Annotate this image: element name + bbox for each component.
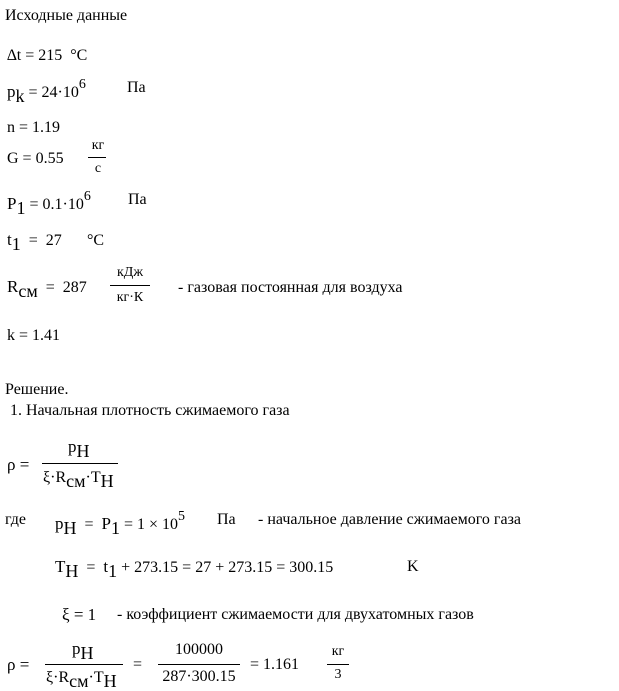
rho-calc-fraction-line bbox=[45, 664, 123, 665]
given-t1: t1 = 27 bbox=[7, 230, 62, 254]
given-k: k = 1.41 bbox=[7, 327, 61, 344]
where-label: где bbox=[5, 511, 27, 528]
given-p1-unit: Па bbox=[128, 191, 147, 208]
rho-calc-numerator: pH bbox=[72, 639, 94, 663]
given-g-fraction-line bbox=[88, 157, 106, 158]
given-g-unit-num: кг bbox=[91, 138, 105, 153]
given-rcm-comment: - газовая постоянная для воздуха bbox=[178, 279, 403, 296]
given-pk: pk = 24·106 bbox=[7, 77, 86, 106]
ph-comment: - начальное давление сжимаемого газа bbox=[258, 511, 521, 528]
rho-calc-unit-den: 3 bbox=[334, 667, 342, 682]
rho-calc-den2: 287·300.15 bbox=[162, 668, 236, 685]
given-pk-unit: Па bbox=[127, 79, 146, 96]
given-rcm-unit-num: кДж bbox=[116, 265, 144, 280]
rho-calc-denominator: ξ·Rсм·TH bbox=[46, 669, 117, 691]
given-g-unit-den: с bbox=[94, 161, 102, 176]
given-rcm-fraction-line bbox=[110, 285, 150, 286]
rho-fraction-line bbox=[42, 463, 118, 464]
rho-calc-unit-num: кг bbox=[331, 644, 345, 659]
given-n: n = 1.19 bbox=[7, 119, 61, 136]
given-t1-unit: °C bbox=[87, 232, 105, 249]
rho-denominator: ξ·Rсм·TH bbox=[43, 469, 114, 491]
th-unit: K bbox=[407, 558, 419, 575]
heading: Исходные данные bbox=[5, 7, 128, 24]
given-p1: P1 = 0.1·106 bbox=[7, 189, 91, 218]
given-g: G = 0.55 bbox=[7, 150, 64, 167]
rho-lhs: ρ = bbox=[7, 455, 30, 474]
rho-numerator: pH bbox=[68, 437, 90, 461]
rho-calc-num2: 100000 bbox=[175, 641, 223, 658]
th-line: TH = t1 + 273.15 = 27 + 273.15 = 300.15 bbox=[55, 557, 334, 581]
given-rcm: Rсм = 287 bbox=[7, 277, 87, 301]
rho-calc-fraction-line2 bbox=[158, 664, 240, 665]
ph-line: pH = P1 = 1 × 105 bbox=[55, 509, 186, 538]
ph-unit: Па bbox=[217, 511, 236, 528]
rho-calc-lhs: ρ = bbox=[7, 655, 30, 674]
rho-calc-result: = 1.161 bbox=[250, 656, 300, 673]
solution-title: Решение. bbox=[5, 381, 69, 398]
given-dt: ∆t = 215 °C bbox=[7, 47, 88, 64]
rho-calc-eq: = bbox=[133, 656, 143, 673]
solution-step1: 1. Начальная плотность сжимаемого газа bbox=[10, 402, 290, 419]
given-rcm-unit-den: кг·К bbox=[116, 290, 144, 305]
xi-comment: - коэффициент сжимаемости для двухатомных газов bbox=[117, 606, 474, 623]
rho-calc-unit-line bbox=[327, 664, 349, 665]
xi-line: ξ = 1 bbox=[62, 605, 97, 624]
